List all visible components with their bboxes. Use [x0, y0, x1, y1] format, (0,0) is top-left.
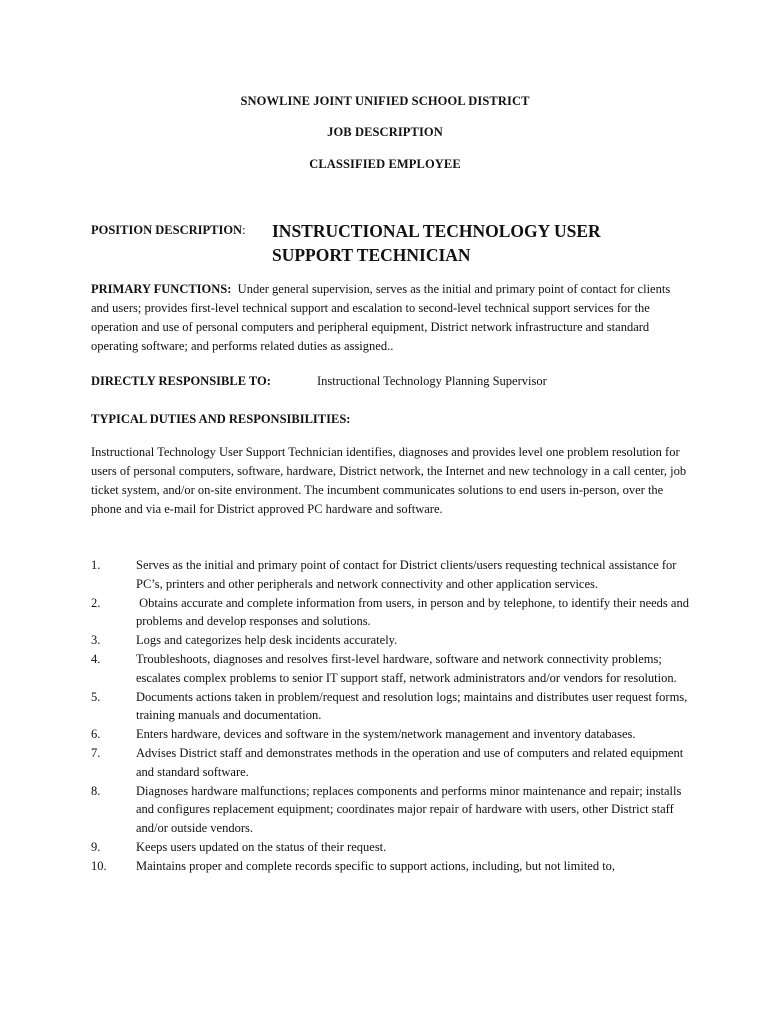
duties-intro-paragraph: Instructional Technology User Support Technician identifies, diagnoses and provides level one problem resolution for users of personal computers, software, hardware, District network, the Internet and new technology in a call center, job ticket system, and/or on-site environment. The incumbent communicates solutions to end users in-person, over the phone and via e-mail for District approved PC hardware and software.	[91, 445, 687, 516]
position-title-line-2: SUPPORT TECHNICIAN	[272, 245, 471, 265]
duty-number: 6.	[91, 727, 101, 742]
duty-number: 3.	[91, 633, 101, 648]
duty-item	[91, 782, 691, 838]
duty-item	[91, 631, 691, 650]
duty-text: Enters hardware, devices and software in the system/network management and inventory databases.	[136, 727, 636, 742]
duty-item	[91, 688, 691, 726]
duty-item	[91, 744, 691, 782]
duty-number: 7.	[91, 745, 101, 760]
primary-functions-paragraph	[91, 280, 691, 356]
duty-item	[91, 725, 691, 744]
duty-item	[91, 857, 691, 876]
duty-number: 5.	[91, 689, 101, 704]
duty-item	[91, 594, 691, 632]
document-type: JOB DESCRIPTION	[327, 125, 443, 139]
duties-list	[91, 556, 691, 876]
position-title-line-1: INSTRUCTIONAL TECHNOLOGY USER	[272, 221, 601, 241]
district-name: SNOWLINE JOINT UNIFIED SCHOOL DISTRICT	[240, 94, 530, 108]
duty-text: Troubleshoots, diagnoses and resolves first-level hardware, software and network connectivity problems; escalates complex problems to senior IT support staff, network administrators and/or vendors for resolution.	[136, 651, 677, 685]
duty-number: 2.	[91, 595, 101, 610]
duty-text: Diagnoses hardware malfunctions; replaces components and performs minor maintenance and repair; installs and configures replacement equipment; coordinates major repair of hardware with users, other District staff and/or outside vendors.	[136, 783, 682, 836]
primary-functions-label: PRIMARY FUNCTIONS:	[91, 282, 232, 296]
duty-number: 9.	[91, 839, 101, 854]
duty-item	[91, 838, 691, 857]
duty-text: Obtains accurate and complete information from users, in person and by telephone, to identify their needs and problems and develop responses and solutions.	[136, 595, 693, 629]
position-label-colon: :	[242, 223, 246, 237]
directly-responsible-label: DIRECTLY RESPONSIBLE TO:	[91, 374, 271, 388]
duties-heading: TYPICAL DUTIES AND RESPONSIBILITIES:	[91, 412, 351, 426]
duty-text: Logs and categorizes help desk incidents accurately.	[136, 633, 398, 648]
duty-number: 10.	[91, 858, 107, 873]
duty-number: 4.	[91, 651, 101, 666]
employee-classification: CLASSIFIED EMPLOYEE	[309, 157, 461, 171]
duty-text: Advises District staff and demonstrates methods in the operation and use of computers and related equipment and standard software.	[136, 745, 684, 779]
duty-text: Maintains proper and complete records specific to support actions, including, but not limited to,	[136, 858, 616, 873]
duty-item	[91, 556, 691, 594]
position-label-text: POSITION DESCRIPTION	[91, 223, 243, 237]
directly-responsible-value: Instructional Technology Planning Supervisor	[317, 374, 547, 388]
duty-text: Keeps users updated on the status of their request.	[136, 839, 387, 854]
duty-text: Serves as the initial and primary point of contact for District clients/users requesting technical assistance for PC’s, printers and other peripherals and network connectivity and other application services.	[136, 558, 677, 591]
position-title	[272, 219, 601, 267]
duty-number: 8.	[91, 783, 101, 798]
duty-text: Documents actions taken in problem/request and resolution logs; maintains and distributes user request forms, training manuals and documentation.	[136, 689, 688, 723]
duty-item	[91, 650, 691, 688]
position-description-label	[91, 223, 246, 238]
duty-number: 1.	[91, 558, 101, 572]
primary-functions-text: Under general supervision, serves as the initial and primary point of contact for clients and users; provides first-level technical support and escalation to second-level technical support services for the operation and use of personal computers and peripheral equipment, District network infrastructure and standard operating software; and performs related duties as assigned..	[91, 282, 671, 353]
